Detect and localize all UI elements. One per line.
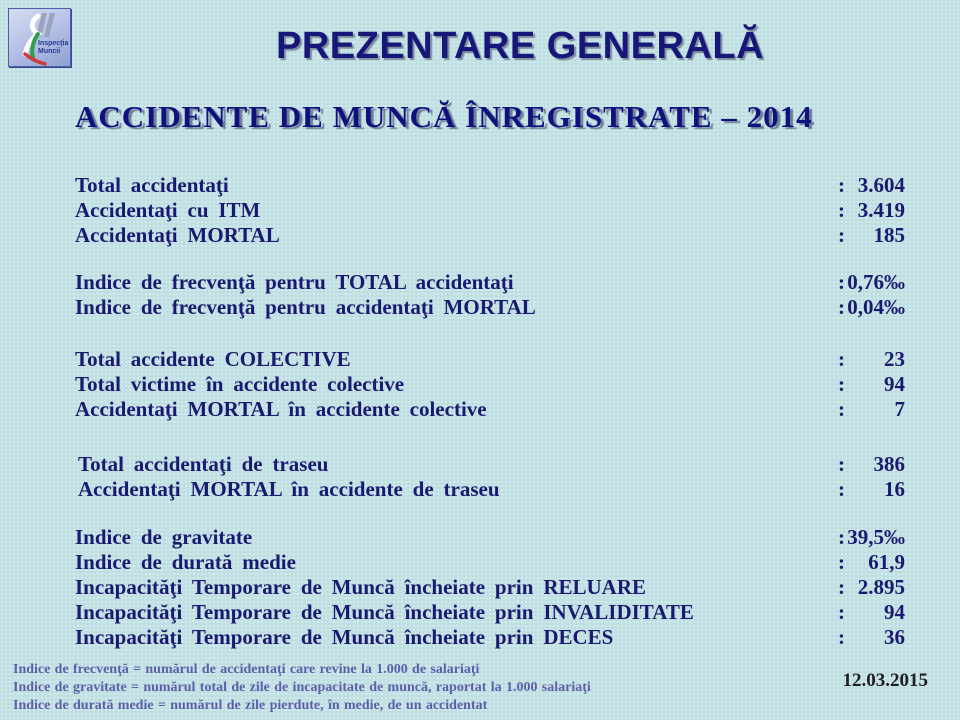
stat-row bbox=[75, 173, 905, 198]
stat-value: 0,04‰ bbox=[847, 295, 905, 319]
stat-row bbox=[75, 550, 905, 575]
definition-footnotes bbox=[13, 661, 591, 715]
stat-label: Total accidentaţi de traseu bbox=[78, 452, 329, 476]
statistics-list bbox=[75, 173, 905, 650]
stat-value: 3.604 bbox=[857, 173, 905, 197]
stats-block-collective bbox=[75, 347, 905, 422]
stat-value: 2.895 bbox=[857, 575, 905, 599]
stat-value: 3.419 bbox=[857, 198, 905, 222]
stat-label: Total accidentaţi bbox=[75, 173, 229, 197]
stat-label: Total victime în accidente colective bbox=[75, 372, 405, 396]
stat-value: 386 bbox=[873, 452, 905, 476]
stat-value: 23 bbox=[884, 347, 905, 371]
stats-block-indices bbox=[75, 525, 905, 650]
logo-figure-icon bbox=[9, 9, 72, 68]
stat-row bbox=[75, 347, 905, 372]
stat-value: 7 bbox=[894, 397, 905, 421]
stat-label: Incapacităţi Temporare de Muncă încheiate prin RELUARE bbox=[75, 575, 647, 599]
stats-block-route bbox=[75, 452, 905, 502]
stat-separator: : bbox=[838, 372, 845, 396]
stat-separator: : bbox=[838, 295, 845, 319]
stat-label: Indice de durată medie bbox=[75, 550, 296, 574]
stat-separator: : bbox=[838, 477, 845, 501]
slide-subtitle: ACCIDENTE DE MUNCĂ ÎNREGISTRATE – 2014 bbox=[75, 99, 813, 134]
footnote-line: Indice de durată medie = numărul de zile pierdute, în medie, de un accidentat bbox=[13, 698, 488, 713]
stat-row bbox=[75, 198, 905, 223]
stat-row bbox=[75, 625, 905, 650]
stat-separator: : bbox=[838, 173, 845, 197]
stat-value: 0,76‰ bbox=[847, 270, 905, 294]
stat-row bbox=[75, 575, 905, 600]
stats-block-frequency bbox=[75, 270, 905, 320]
stat-label: Indice de frecvenţă pentru TOTAL accidentaţi bbox=[75, 270, 514, 294]
stat-row bbox=[78, 477, 905, 502]
stat-separator: : bbox=[838, 397, 845, 421]
stat-label: Accidentaţi MORTAL bbox=[75, 223, 280, 247]
stat-row bbox=[75, 295, 905, 320]
stat-row bbox=[75, 525, 905, 550]
stat-separator: : bbox=[838, 525, 845, 549]
stat-separator: : bbox=[838, 223, 845, 247]
stat-value: 185 bbox=[873, 223, 905, 247]
logo-text bbox=[38, 40, 68, 56]
stat-label: Accidentaţi MORTAL în accidente de traseu bbox=[78, 477, 500, 501]
stat-row bbox=[75, 397, 905, 422]
stat-value: 94 bbox=[884, 372, 905, 396]
stat-separator: : bbox=[838, 270, 845, 294]
stat-label: Indice de gravitate bbox=[75, 525, 253, 549]
stat-value: 39,5‰ bbox=[847, 525, 905, 549]
stat-row bbox=[75, 223, 905, 248]
stat-row bbox=[75, 600, 905, 625]
stat-label: Incapacităţi Temporare de Muncă încheiate prin INVALIDITATE bbox=[75, 600, 694, 624]
stat-value: 16 bbox=[884, 477, 905, 501]
logo-text-line1: Inspecţia bbox=[38, 40, 69, 47]
stat-separator: : bbox=[838, 452, 845, 476]
stat-value: 61,9 bbox=[868, 550, 905, 574]
footnote-line: Indice de gravitate = numărul total de zile de incapacitate de muncă, raportat la 1.000 salariaţi bbox=[13, 680, 591, 695]
stat-label: Indice de frecvenţă pentru accidentaţi MORTAL bbox=[75, 295, 536, 319]
stat-label: Accidentaţi cu ITM bbox=[75, 198, 261, 222]
stat-label: Incapacităţi Temporare de Muncă încheiate prin DECES bbox=[75, 625, 614, 649]
footnote-line: Indice de frecvenţă = numărul de accidentaţi care revine la 1.000 de salariaţi bbox=[13, 662, 480, 677]
stat-separator: : bbox=[838, 625, 845, 649]
stat-separator: : bbox=[838, 600, 845, 624]
stat-label: Accidentaţi MORTAL în accidente colective bbox=[75, 397, 487, 421]
stat-row bbox=[78, 452, 905, 477]
inspectia-muncii-logo bbox=[8, 8, 71, 67]
stat-separator: : bbox=[838, 575, 845, 599]
stat-row bbox=[75, 372, 905, 397]
stat-value: 36 bbox=[884, 625, 905, 649]
stat-separator: : bbox=[838, 550, 845, 574]
stat-label: Total accidente COLECTIVE bbox=[75, 347, 351, 371]
logo-text-line2: Muncii bbox=[38, 48, 61, 55]
page-title: PREZENTARE GENERALĂ bbox=[275, 25, 765, 67]
stat-value: 94 bbox=[884, 600, 905, 624]
stat-separator: : bbox=[838, 347, 845, 371]
stats-block-totals bbox=[75, 173, 905, 248]
stat-row bbox=[75, 270, 905, 295]
stat-separator: : bbox=[838, 198, 845, 222]
slide-date: 12.03.2015 bbox=[842, 670, 928, 691]
